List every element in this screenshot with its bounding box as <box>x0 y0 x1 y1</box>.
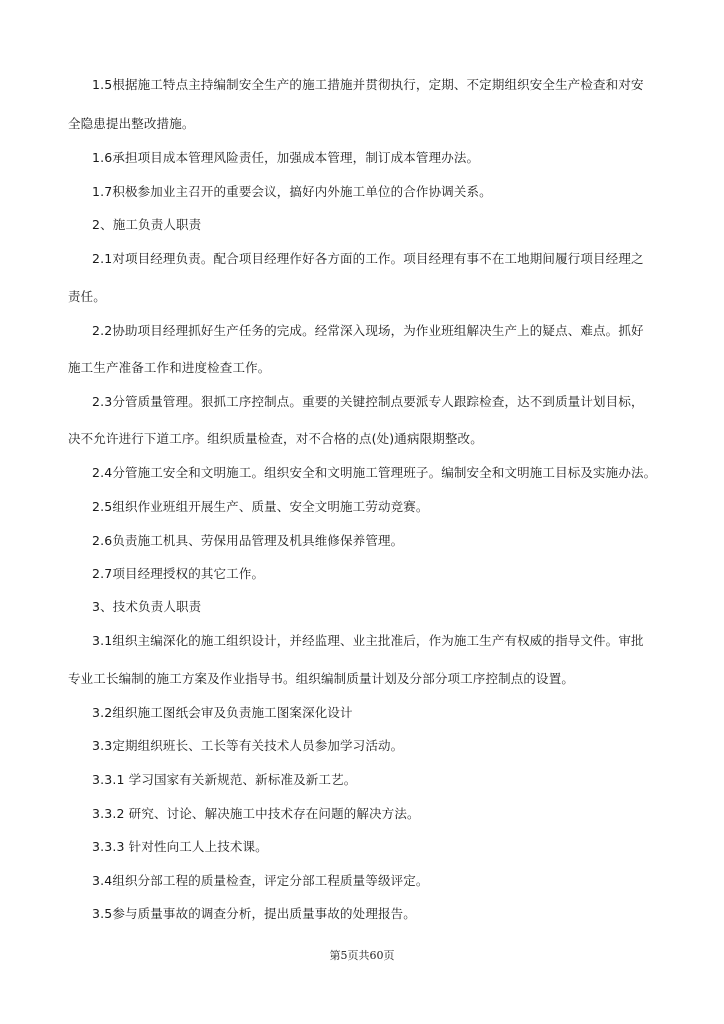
paragraph-1-5-line-1: 1.5根据施工特点主持编制安全生产的施工措施并贯彻执行，定期、不定期组织安全生产检查和对安 <box>92 77 644 92</box>
paragraph-3-4: 3.4组织分部工程的质量检查，评定分部工程质量等级评定。 <box>92 873 429 888</box>
page-number-footer: 第5页共60页 <box>329 949 395 962</box>
paragraph-1-5-line-2: 全隐患提出整改措施。 <box>68 116 195 131</box>
section-heading-2: 2、施工负责人职责 <box>92 217 202 232</box>
paragraph-2-4: 2.4分管施工安全和文明施工。组织安全和文明施工管理班子。编制安全和文明施工目标及实施办法。 <box>92 465 657 480</box>
paragraph-3-5: 3.5参与质量事故的调查分析，提出质量事故的处理报告。 <box>92 906 416 921</box>
paragraph-2-2-line-2: 施工生产准备工作和进度检查工作。 <box>68 360 271 375</box>
paragraph-2-3-line-1: 2.3分管质量管理。狠抓工序控制点。重要的关键控制点要派专人跟踪检查，达不到质量计划目标， <box>92 394 644 409</box>
paragraph-3-3-2: 3.3.2 研究、讨论、解决施工中技术存在问题的解决方法。 <box>92 806 420 821</box>
paragraph-2-3-line-2: 决不允许进行下道工序。组织质量检查，对不合格的点(处)通病限期整改。 <box>68 431 483 446</box>
paragraph-3-2: 3.2组织施工图纸会审及负责施工图案深化设计 <box>92 705 353 720</box>
paragraph-1-7: 1.7积极参加业主召开的重要会议，搞好内外施工单位的合作协调关系。 <box>92 184 492 199</box>
paragraph-2-7: 2.7项目经理授权的其它工作。 <box>92 566 265 581</box>
paragraph-1-6: 1.6承担项目成本管理风险责任，加强成本管理，制订成本管理办法。 <box>92 150 480 165</box>
paragraph-3-3-1: 3.3.1 学习国家有关新规范、新标准及新工艺。 <box>92 772 357 787</box>
paragraph-2-2-line-1: 2.2协助项目经理抓好生产任务的完成。经常深入现场，为作业班组解决生产上的疑点、难点。抓好 <box>92 323 644 338</box>
paragraph-2-1-line-2: 责任。 <box>68 289 106 304</box>
section-heading-3: 3、技术负责人职责 <box>92 599 202 614</box>
paragraph-2-6: 2.6负责施工机具、劳保用品管理及机具维修保养管理。 <box>92 533 404 548</box>
paragraph-3-3-3: 3.3.3 针对性向工人上技术课。 <box>92 839 268 854</box>
paragraph-3-3: 3.3定期组织班长、工长等有关技术人员参加学习活动。 <box>92 738 404 753</box>
paragraph-3-1-line-2: 专业工长编制的施工方案及作业指导书。组织编制质量计划及分部分项工序控制点的设置。 <box>68 671 575 686</box>
paragraph-2-1-line-1: 2.1对项目经理负责。配合项目经理作好各方面的工作。项目经理有事不在工地期间履行项目经理之 <box>92 251 644 266</box>
paragraph-3-1-line-1: 3.1组织主编深化的施工组织设计，并经监理、业主批准后，作为施工生产有权威的指导文件。审批 <box>92 633 644 648</box>
paragraph-2-5: 2.5组织作业班组开展生产、质量、安全文明施工劳动竞赛。 <box>92 499 429 514</box>
